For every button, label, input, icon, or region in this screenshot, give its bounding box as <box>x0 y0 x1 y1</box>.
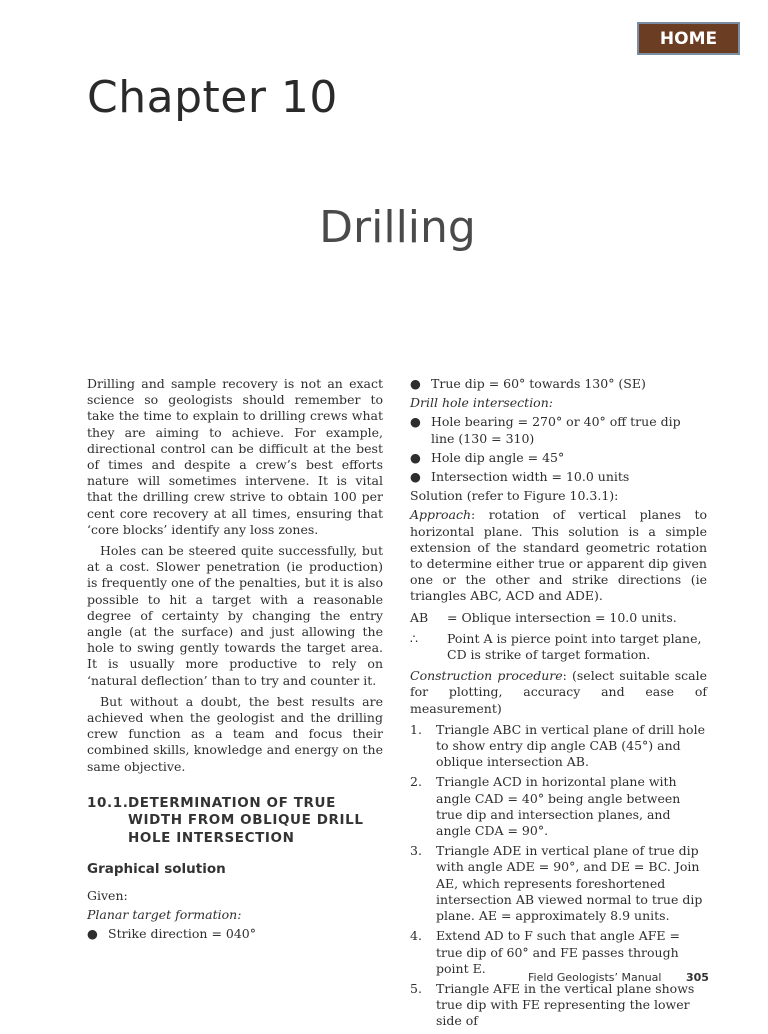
step-item <box>410 843 707 924</box>
step-text: Triangle ABC in vertical plane of drill hole to show entry dip angle CAB (45°) and oblique intersection AB. <box>436 721 705 770</box>
left-column <box>87 376 383 945</box>
construction-paragraph <box>410 668 707 717</box>
step-number: 5. <box>410 980 422 996</box>
bullet-text: Hole dip angle = 45° <box>431 449 565 465</box>
bullet-item <box>410 450 707 466</box>
bullet-icon: ● <box>410 469 421 485</box>
step-item <box>410 928 707 977</box>
therefore-icon: ∴ <box>410 630 418 646</box>
step-number: 2. <box>410 774 422 790</box>
construction-label: Construction procedure <box>410 668 563 684</box>
bullet-icon: ● <box>410 414 421 430</box>
page-number: 305 <box>686 971 709 984</box>
bullet-item <box>410 414 707 446</box>
body-paragraph: But without a doubt, the best results are achieved when the geologist and the drilling crew function as a team and focus their combined skills, knowledge and energy on the same objective. <box>87 693 383 774</box>
bullet-text: Intersection width = 10.0 units <box>431 469 630 485</box>
step-item <box>410 722 707 771</box>
chapter-number: Chapter 10 <box>87 72 338 123</box>
step-number: 1. <box>410 721 422 737</box>
definition-key: AB <box>410 609 429 625</box>
bullet-icon: ● <box>410 376 421 391</box>
bullet-icon: ● <box>87 925 98 941</box>
planar-target-label: Planar target formation: <box>87 906 242 922</box>
step-text: Triangle ADE in vertical plane of true dip with angle ADE = 90°, and DE = BC. Join AE, which represents foreshortened intersection AB viewed normal to true dip plane. AE = approximately 8.9 units. <box>436 843 703 924</box>
body-paragraph: Holes can be steered quite successfully, but at a cost. Slower penetration (ie production) is frequently one of the penalties, but it is also possible to hit a target with a reasonable degree of certainty by changing the entry angle (at the surface) and just allowing the hole to swing gently towards the target area. It is usually more productive to rely on ‘natural deflection’ than to try and counter it. <box>87 543 383 688</box>
construction-text: : (select suitable scale for plotting, accuracy and ease of measurement) <box>410 668 707 716</box>
right-column <box>410 376 707 1034</box>
drill-hole-label: Drill hole intersection: <box>410 395 553 411</box>
step-text: Extend AD to F such that angle AFE = true dip of 60° and FE passes through point E. <box>436 928 680 976</box>
bullet-text: True dip = 60° towards 130° (SE) <box>431 376 646 391</box>
bullet-text: Hole bearing = 270° or 40° off true dip line (130 = 310) <box>431 414 681 446</box>
definition-row <box>410 610 707 626</box>
bullet-text: Strike direction = 040° <box>108 925 257 941</box>
bullet-icon: ● <box>410 449 421 465</box>
subheading: Graphical solution <box>87 861 226 878</box>
footer-book-title: Field Geologists’ Manual <box>528 971 662 984</box>
section-number: 10.1. <box>87 794 129 811</box>
chapter-title: Drilling <box>319 202 476 253</box>
body-paragraph: Drilling and sample recovery is not an exact science so geologists should remember to take the time to explain to drilling crews what they are aiming to achieve. For example, directional control can be difficult at the best of times and despite a crew’s best efforts nature will sometimes intervene. It is vital that the drilling crew strive to obtain 100 per cent core recovery at all times, ensuring that ‘core blocks’ identify any loss zones. <box>87 376 383 537</box>
step-number: 4. <box>410 928 422 944</box>
step-item <box>410 774 707 839</box>
step-text: Triangle ACD in horizontal plane with angle CAD = 40° being angle between true dip and intersection planes, and angle CDA = 90°. <box>436 774 681 839</box>
bullet-item <box>87 926 383 942</box>
step-item <box>410 981 707 1030</box>
approach-paragraph <box>410 507 707 604</box>
home-button[interactable]: HOME <box>637 22 740 55</box>
therefore-row <box>410 631 707 663</box>
given-label: Given: <box>87 887 128 903</box>
section-heading <box>87 795 383 848</box>
step-text: Triangle AFE in the vertical plane shows true dip with FE representing the lower side of <box>436 980 695 1029</box>
approach-label: Approach <box>410 507 472 523</box>
section-title: DETERMINATION OF TRUE WIDTH FROM OBLIQUE DRILL HOLE INTERSECTION <box>128 794 364 846</box>
step-number: 3. <box>410 843 422 859</box>
bullet-item <box>410 469 707 485</box>
approach-text: : rotation of vertical planes to horizontal plane. This solution is a simple extension of the standard geometric rotation to determine either true or apparent dip given one or the other and strike directions (ie triangles ABC, ACD and ADE). <box>410 507 707 604</box>
therefore-text: Point A is pierce point into target plane, CD is strike of target formation. <box>447 630 702 663</box>
solution-line: Solution (refer to Figure 10.3.1): <box>410 488 619 504</box>
definition-value: = Oblique intersection = 10.0 units. <box>447 609 677 625</box>
bullet-item <box>410 376 707 392</box>
